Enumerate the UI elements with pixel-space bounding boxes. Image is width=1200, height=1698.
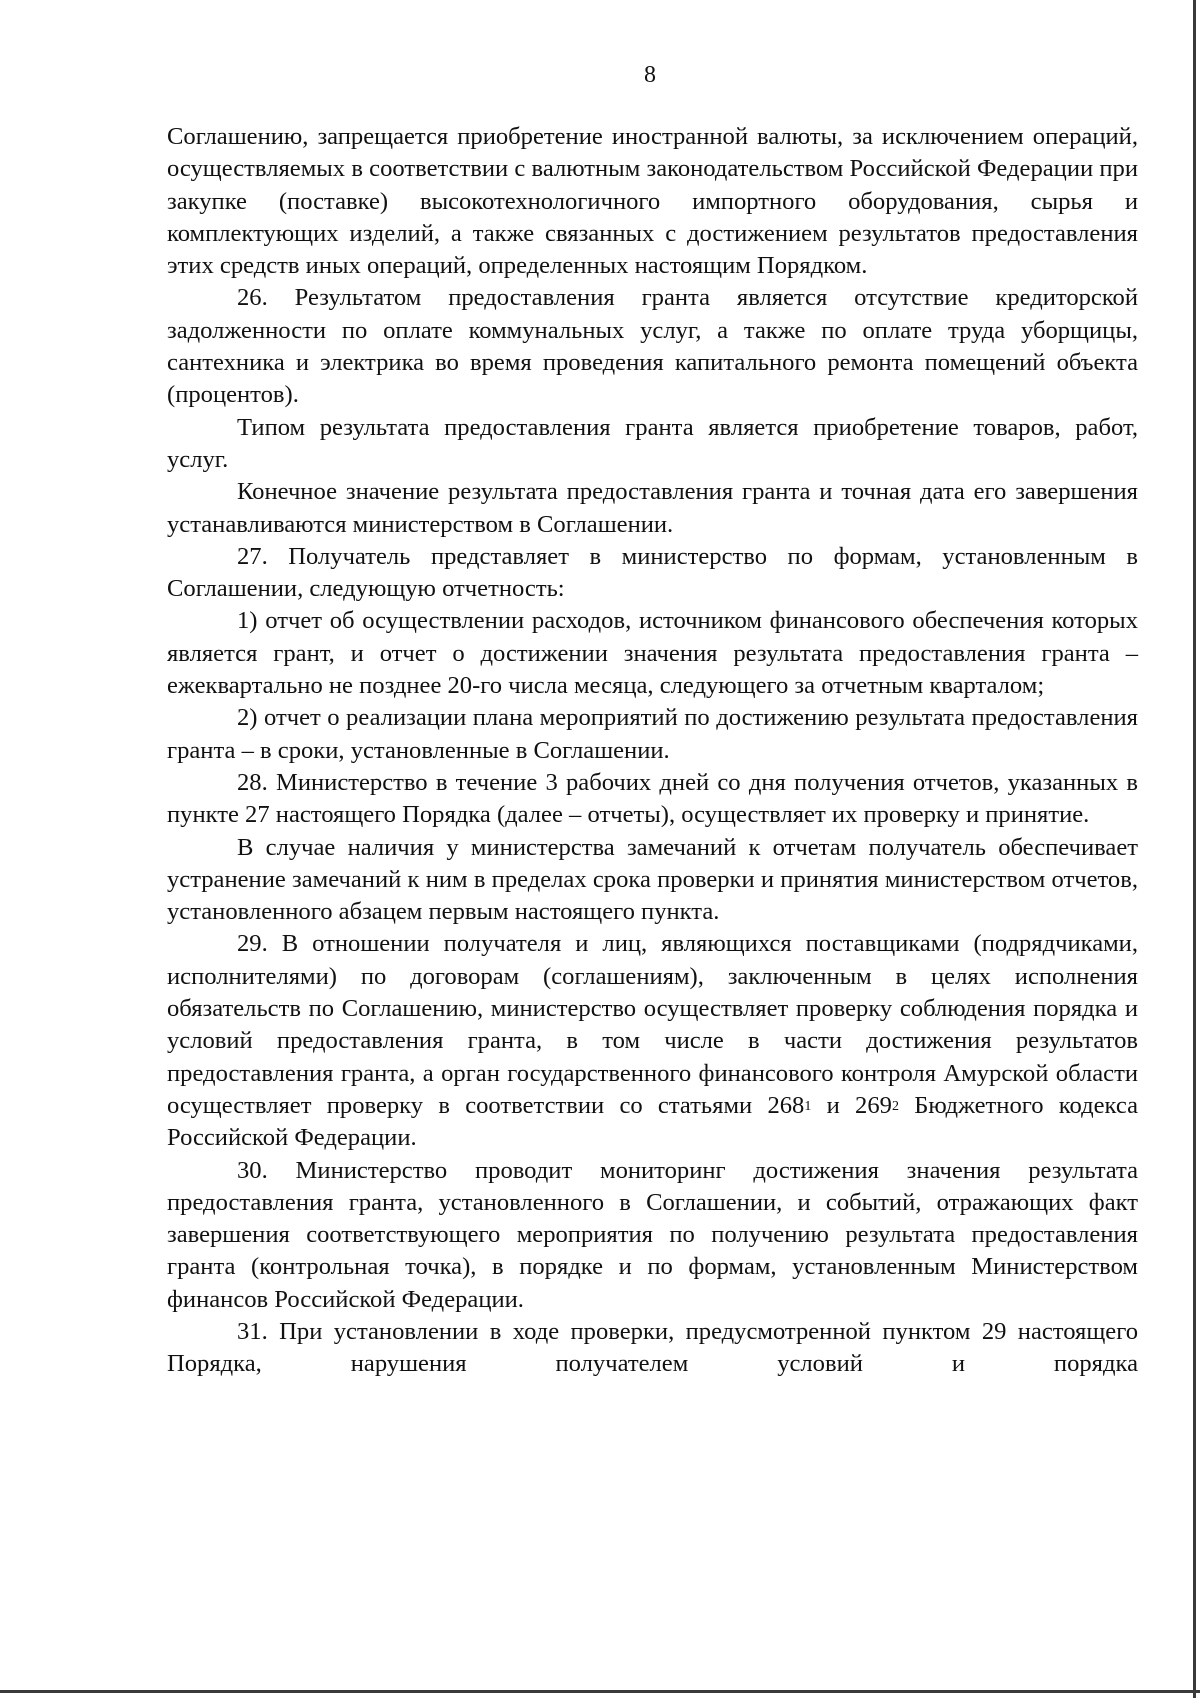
scan-edge-bottom [0,1690,1200,1693]
paragraph-29-middle: и 269 [811,1091,892,1119]
paragraph-result-type: Типом результата предоставления гранта является приобретение товаров, работ, услуг. [167,413,1138,473]
paragraph-26: 26. Результатом предоставления гранта является отсутствие кредиторской задолженности по оплате коммунальных услуг, а также по оплате труда уборщицы, сантехника и электрика во время проведения капитального ремонта помещений объекта (процентов). [167,284,1138,409]
paragraph-final-value: Конечное значение результата предоставления гранта и точная дата его завершения устанавливаются министерством в Соглашении. [167,478,1138,538]
scan-edge-right [1193,0,1196,1698]
paragraph-29 [167,928,1138,1154]
paragraph-27: 27. Получатель представляет в министерство по формам, установленным в Соглашении, следующую отчетность: [167,542,1138,603]
document-body [167,121,1138,1381]
paragraph-28: 28. Министерство в течение 3 рабочих дней со дня получения отчетов, указанных в пункте 27 настоящего Порядка (далее – отчеты), осуществляет их проверку и принятие. [167,768,1138,829]
page-number: 8 [644,62,656,88]
paragraph-30: 30. Министерство проводит мониторинг достижения значения результата предоставления гранта, установленного в Соглашении, и событий, отражающих факт завершения соответствующего мероприятия по получению результата предоставления гранта (контрольная точка), в порядке и по формам, установленным Министерством финансов Российской Федерации. [167,1156,1138,1313]
paragraph-31: 31. При установлении в ходе проверки, предусмотренной пунктом 29 настоящего Порядка, нарушения получателем условий и порядка [167,1317,1138,1378]
list-item-1: 1) отчет об осуществлении расходов, источником финансового обеспечения которых является грант, и отчет о достижении значения результата предоставления гранта – ежеквартально не позднее 20-го числа месяца, следующего за отчетным кварталом; [167,607,1138,700]
list-item-2: 2) отчет о реализации плана мероприятий по достижению результата предоставления гранта – в сроки, установленные в Соглашении. [167,704,1138,764]
paragraph-29-text: 29. В отношении получателя и лиц, являющихся поставщиками (подрядчиками, исполнителями) по договорам (соглашениям), заключенным в целях исполнения обязательств по Соглашению, министерство осуществляет проверку соблюдения порядка и условий предоставления гранта, в том числе в части достижения результатов предоставления гранта, а орган государственного финансового контроля Амурской области осуществляет проверку в соответствии со статьями 268 [167,930,1138,1119]
paragraph-29-end: Бюджетного кодекса Российской Федерации. [167,1091,1138,1152]
superscript-1: 1 [804,1098,812,1114]
superscript-2: 2 [891,1098,899,1114]
paragraph-continuation: Соглашению, запрещается приобретение иностранной валюты, за исключением операций, осуществляемых в соответствии с валютным законодательством Российской Федерации при закупке (поставке) высокотехнологичного импортного оборудования, сырья и комплектующих изделий, а также связанных с достижением результатов предоставления этих средств иных операций, определенных настоящим Порядком. [167,123,1138,280]
paragraph-remarks: В случае наличия у министерства замечаний к отчетам получатель обеспечивает устранение замечаний к ним в пределах срока проверки и принятия министерством отчетов, установленного абзацем первым настоящего пункта. [167,833,1138,926]
